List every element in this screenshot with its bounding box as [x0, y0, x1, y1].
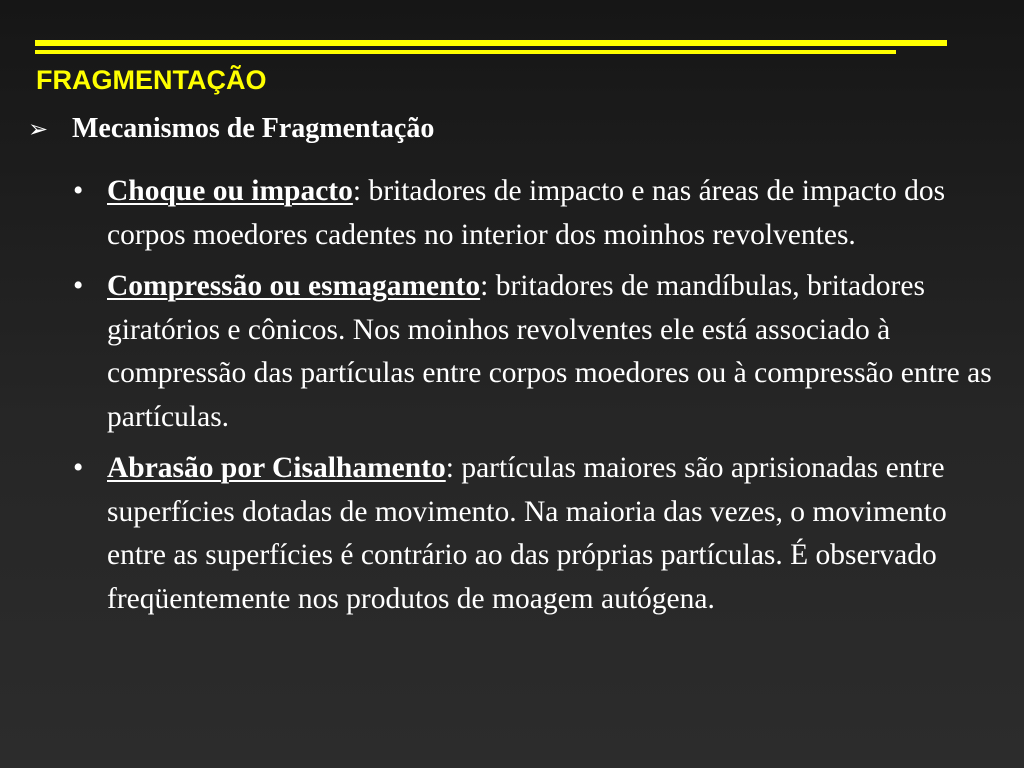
- bullet-text: britadores de mandíbulas, britadores giratórios e cônicos. Nos moinhos revolventes ele está associado à compressão das partículas entre corpos moedores ou à compressão entre as partículas.: [107, 270, 992, 433]
- bullet-list: [73, 170, 993, 629]
- bullet-text: partículas maiores são aprisionadas entre superfícies dotadas de movimento. Na maioria das vezes, o movimento entre as superfícies é contrário ao das próprias partículas. É observado freqüentemente nos produtos de moagem autógena.: [107, 452, 947, 615]
- slide-title: FRAGMENTAÇÃO: [36, 65, 267, 95]
- bullet-separator: :: [480, 270, 489, 302]
- title-bar-bottom: [35, 50, 896, 54]
- arrow-bullet-icon: ➢: [28, 115, 49, 143]
- bullet-separator: :: [352, 175, 362, 207]
- bullet-term: Abrasão por Cisalhamento: [107, 452, 446, 484]
- bullet-text: britadores de impacto e nas áreas de impacto dos corpos moedores cadentes no interior dos moinhos revolventes.: [107, 175, 946, 251]
- bullet-item-abrasao: [73, 447, 993, 621]
- bullet-term: Compressão ou esmagamento: [107, 270, 481, 302]
- section-heading-row: [28, 113, 434, 145]
- bullet-dot-icon: •: [73, 452, 84, 484]
- bullet-dot-icon: •: [73, 175, 84, 207]
- section-heading: Mecanismos de Fragmentação: [72, 113, 435, 144]
- bullet-item-choque: [73, 170, 993, 257]
- bullet-term: Choque ou impacto: [107, 175, 353, 207]
- title-bar-top: [35, 40, 947, 46]
- bullet-separator: :: [445, 452, 454, 484]
- bullet-dot-icon: •: [73, 270, 84, 302]
- bullet-item-compressao: [73, 265, 993, 439]
